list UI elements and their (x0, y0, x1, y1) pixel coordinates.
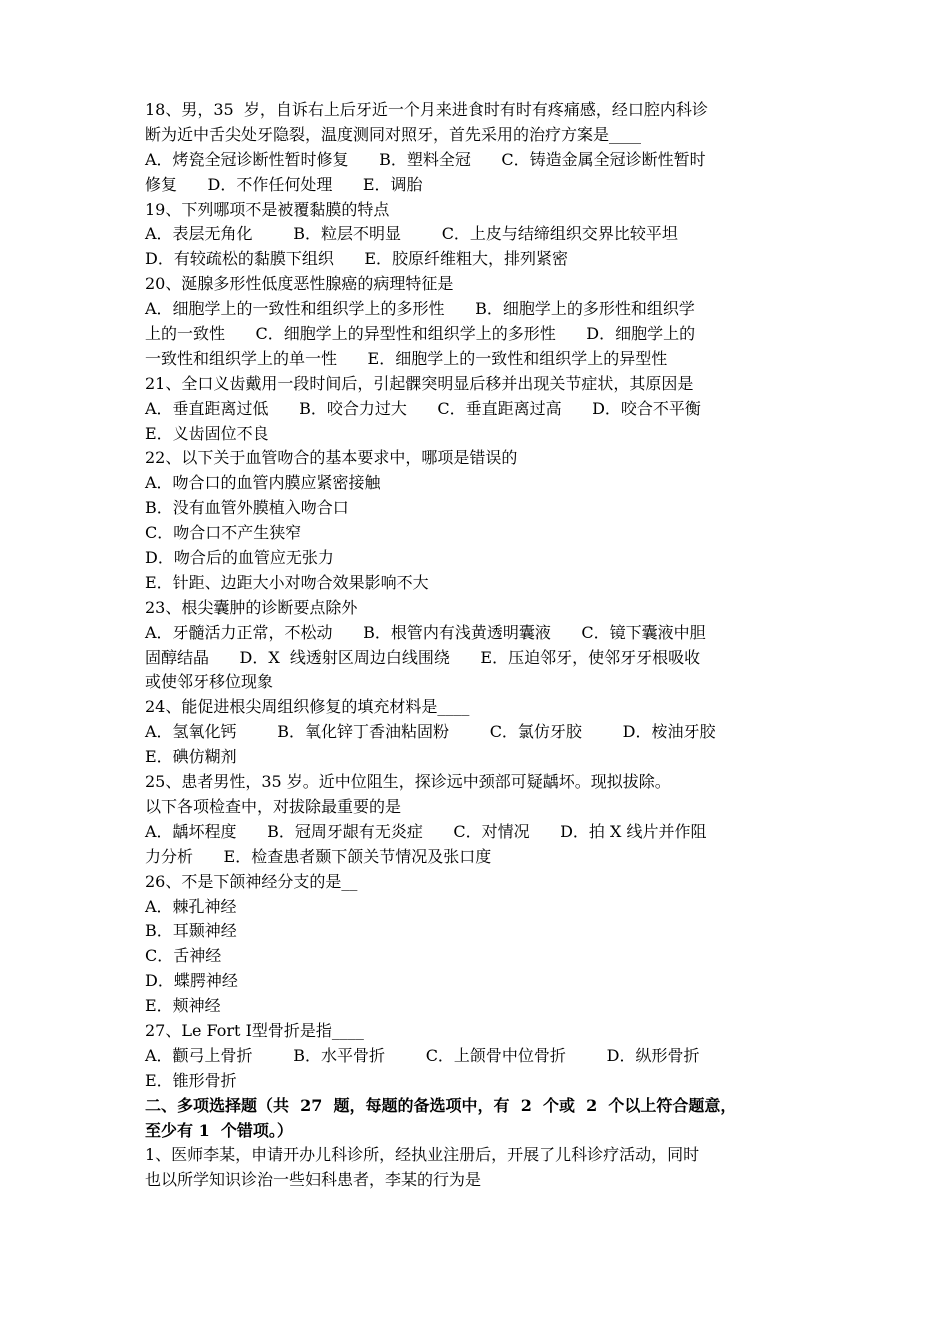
text-line: A．颧弓上骨折 B．水平骨折 C．上颌骨中位骨折 D．纵形骨折 (145, 1045, 700, 1065)
document-page (145, 98, 807, 1193)
text-line: D．吻合后的血管应无张力 (145, 548, 334, 568)
text-line: E．针距、边距大小对吻合效果影响不大 (145, 572, 429, 592)
text-line: C．舌神经 (145, 946, 222, 966)
text-line: 25、患者男性，35 岁。近中位阻生，探诊远中颈部可疑龋坏。现拟拔除。 (145, 772, 671, 792)
text-line: 修复 D．不作任何处理 E．调胎 (145, 174, 423, 194)
text-line: A．氢氧化钙 B．氧化锌丁香油粘固粉 C．氯仿牙胶 D．桉油牙胶 (145, 722, 716, 742)
text-line: A．垂直距离过低 B．咬合力过大 C．垂直距离过高 D．咬合不平衡 (145, 398, 701, 418)
text-line: B．耳颞神经 (145, 921, 237, 941)
text-line: C．吻合口不产生狭窄 (145, 523, 302, 543)
text-line: 23、根尖囊肿的诊断要点除外 (145, 597, 358, 617)
text-line: 以下各项检查中，对拔除最重要的是 (145, 796, 402, 816)
text-line: 也以所学知识诊治一些妇科患者，李某的行为是 (145, 1170, 482, 1190)
text-line: E．锥形骨折 (145, 1070, 237, 1090)
text-line: 固醇结晶 D．X 线透射区周边白线围绕 E．压迫邻牙，使邻牙牙根吸收 (145, 647, 701, 667)
text-line: 力分析 E．检查患者颞下颌关节情况及张口度 (145, 846, 492, 866)
text-line: 断为近中舌尖处牙隐裂，温度测同对照牙，首先采用的治疗方案是____ (145, 124, 642, 144)
text-line: E．颊神经 (145, 996, 221, 1016)
text-line: 26、不是下颌神经分支的是__ (145, 871, 358, 891)
text-line: 18、男，35 岁，自诉右上后牙近一个月来进食时有时有疼痛感，经口腔内科诊 (145, 100, 708, 119)
text-line: 19、下列哪项不是被覆黏膜的特点 (145, 199, 390, 219)
text-line: 20、涎腺多形性低度恶性腺癌的病理特征是 (145, 274, 454, 294)
text-line: B．没有血管外膜植入吻合口 (145, 498, 349, 518)
text-line: A．龋坏程度 B．冠周牙龈有无炎症 C．对情况 D．拍 X 线片并作阻 (145, 821, 707, 841)
text-line: A．烤瓷全冠诊断性暂时修复 B．塑料全冠 C．铸造金属全冠诊断性暂时 (145, 149, 706, 169)
text-line: E．碘仿糊剂 (145, 747, 237, 767)
text-line: A．细胞学上的一致性和组织学上的多形性 B．细胞学上的多形性和组织学 (145, 299, 695, 319)
text-line: A．棘孔神经 (145, 896, 237, 916)
text-line: A．表层无角化 B．粒层不明显 C．上皮与结缔组织交界比较平坦 (145, 224, 678, 244)
section-heading-line: 二、多项选择题（共 27 题，每题的备选项中，有 2 个或 2 个以上符合题意， (145, 1095, 737, 1115)
text-line: 1、医师李某，申请开办儿科诊所，经执业注册后，开展了儿科诊疗活动，同时 (145, 1145, 700, 1165)
text-line: D．蝶腭神经 (145, 971, 238, 991)
text-line: A．吻合口的血管内膜应紧密接触 (145, 473, 381, 493)
text-line: D．有较疏松的黏膜下组织 E．胶原纤维粗大，排列紧密 (145, 249, 569, 269)
text-line: E．义齿固位不良 (145, 423, 269, 443)
text-line: 27、Le Fort Ⅰ型骨折是指____ (145, 1020, 364, 1040)
text-line: 上的一致性 C．细胞学上的异型性和组织学上的多形性 D．细胞学上的 (145, 324, 696, 344)
text-line: 或使邻牙移位现象 (145, 672, 274, 692)
section-heading-line: 至少有 1 个错项。） (145, 1120, 293, 1140)
text-line: 一致性和组织学上的单一性 E．细胞学上的一致性和组织学上的异型性 (145, 348, 668, 368)
text-line: A．牙髓活力正常，不松动 B．根管内有浅黄透明囊液 C．镜下囊液中胆 (145, 622, 706, 642)
text-line: 22、以下关于血管吻合的基本要求中，哪项是错误的 (145, 448, 518, 468)
text-line: 24、能促进根尖周组织修复的填充材料是____ (145, 697, 470, 717)
text-line: 21、全口义齿戴用一段时间后，引起髁突明显后移并出现关节症状，其原因是 (145, 373, 694, 393)
